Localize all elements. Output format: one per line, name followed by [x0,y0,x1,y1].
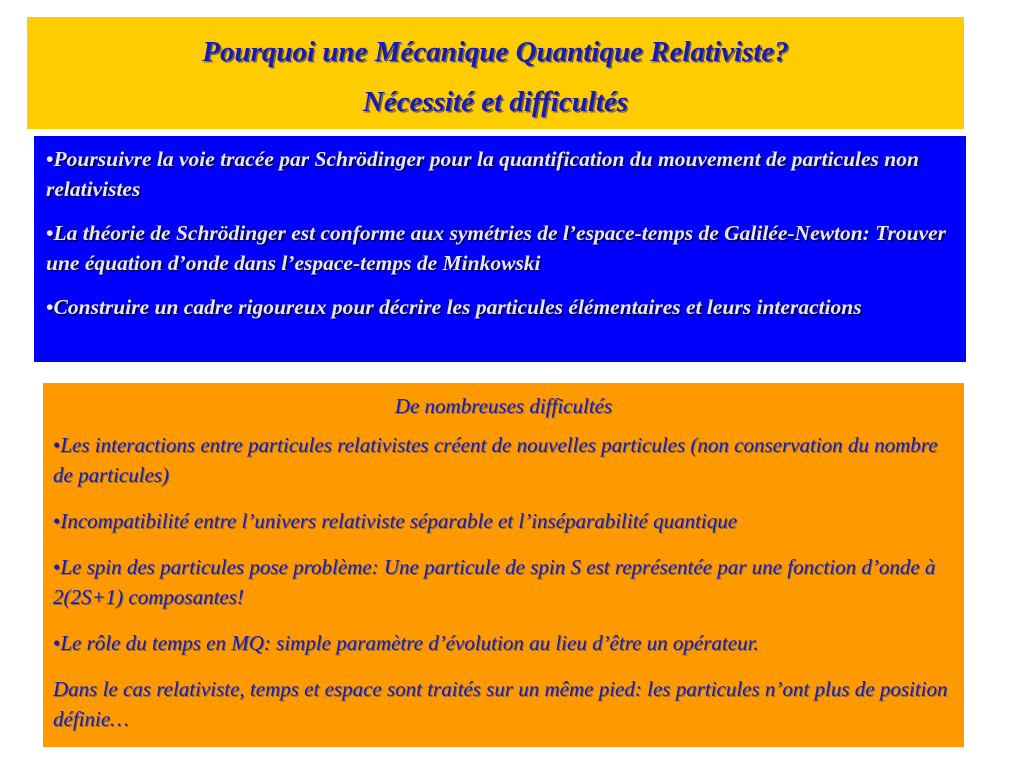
bullet-icon: • [53,509,61,533]
motivation-text: Poursuivre la voie tracée par Schrödinger pour la quantification du mouvement de particules non relativistes [46,147,919,201]
difficulty-text: Le rôle du temps en MQ: simple paramètre d’évolution au lieu d’être un opérateur. [60,631,759,655]
difficulty-item [53,430,954,490]
slide-subtitle: Nécessité et difficultés [362,86,629,118]
motivation-item [46,218,956,278]
slide-title: Pourquoi une Mécanique Quantique Relativiste? [202,36,789,68]
difficulties-closing: Dans le cas relativiste, temps et espace sont traités sur un même pied: les particules n’ont plus de position définie… [53,677,948,731]
bullet-icon: • [46,147,54,171]
motivation-item [46,292,956,322]
motivation-text: La théorie de Schrödinger est conforme aux symétries de l’espace-temps de Galilée-Newton: Trouver une équation d’onde dans l’espace-temps de Minkowski [46,221,947,275]
difficulty-text: Incompatibilité entre l’univers relativiste séparable et l’inséparabilité quantique [60,509,738,533]
difficulties-heading: De nombreuses difficultés [394,394,613,418]
difficulty-item [53,628,954,658]
bullet-icon: • [53,433,61,457]
difficulty-text: Les interactions entre particules relativistes créent de nouvelles particules (non conservation du nombre de particules) [53,433,938,487]
bullet-icon: • [46,295,54,319]
motivation-item [46,144,956,204]
motivation-text: Construire un cadre rigoureux pour décrire les particules élémentaires et leurs interactions [53,295,862,319]
bullet-icon: • [53,555,61,579]
bullet-icon: • [53,631,61,655]
difficulty-item [53,506,954,536]
difficulty-text: Le spin des particules pose problème: Une particule de spin S est représentée par une fonction d’onde à 2(2S+1) composantes! [53,555,936,609]
bullet-icon: • [46,221,54,245]
title-box [27,17,964,129]
motivations-box [34,136,966,362]
difficulties-box [43,383,964,747]
difficulty-item [53,552,954,612]
